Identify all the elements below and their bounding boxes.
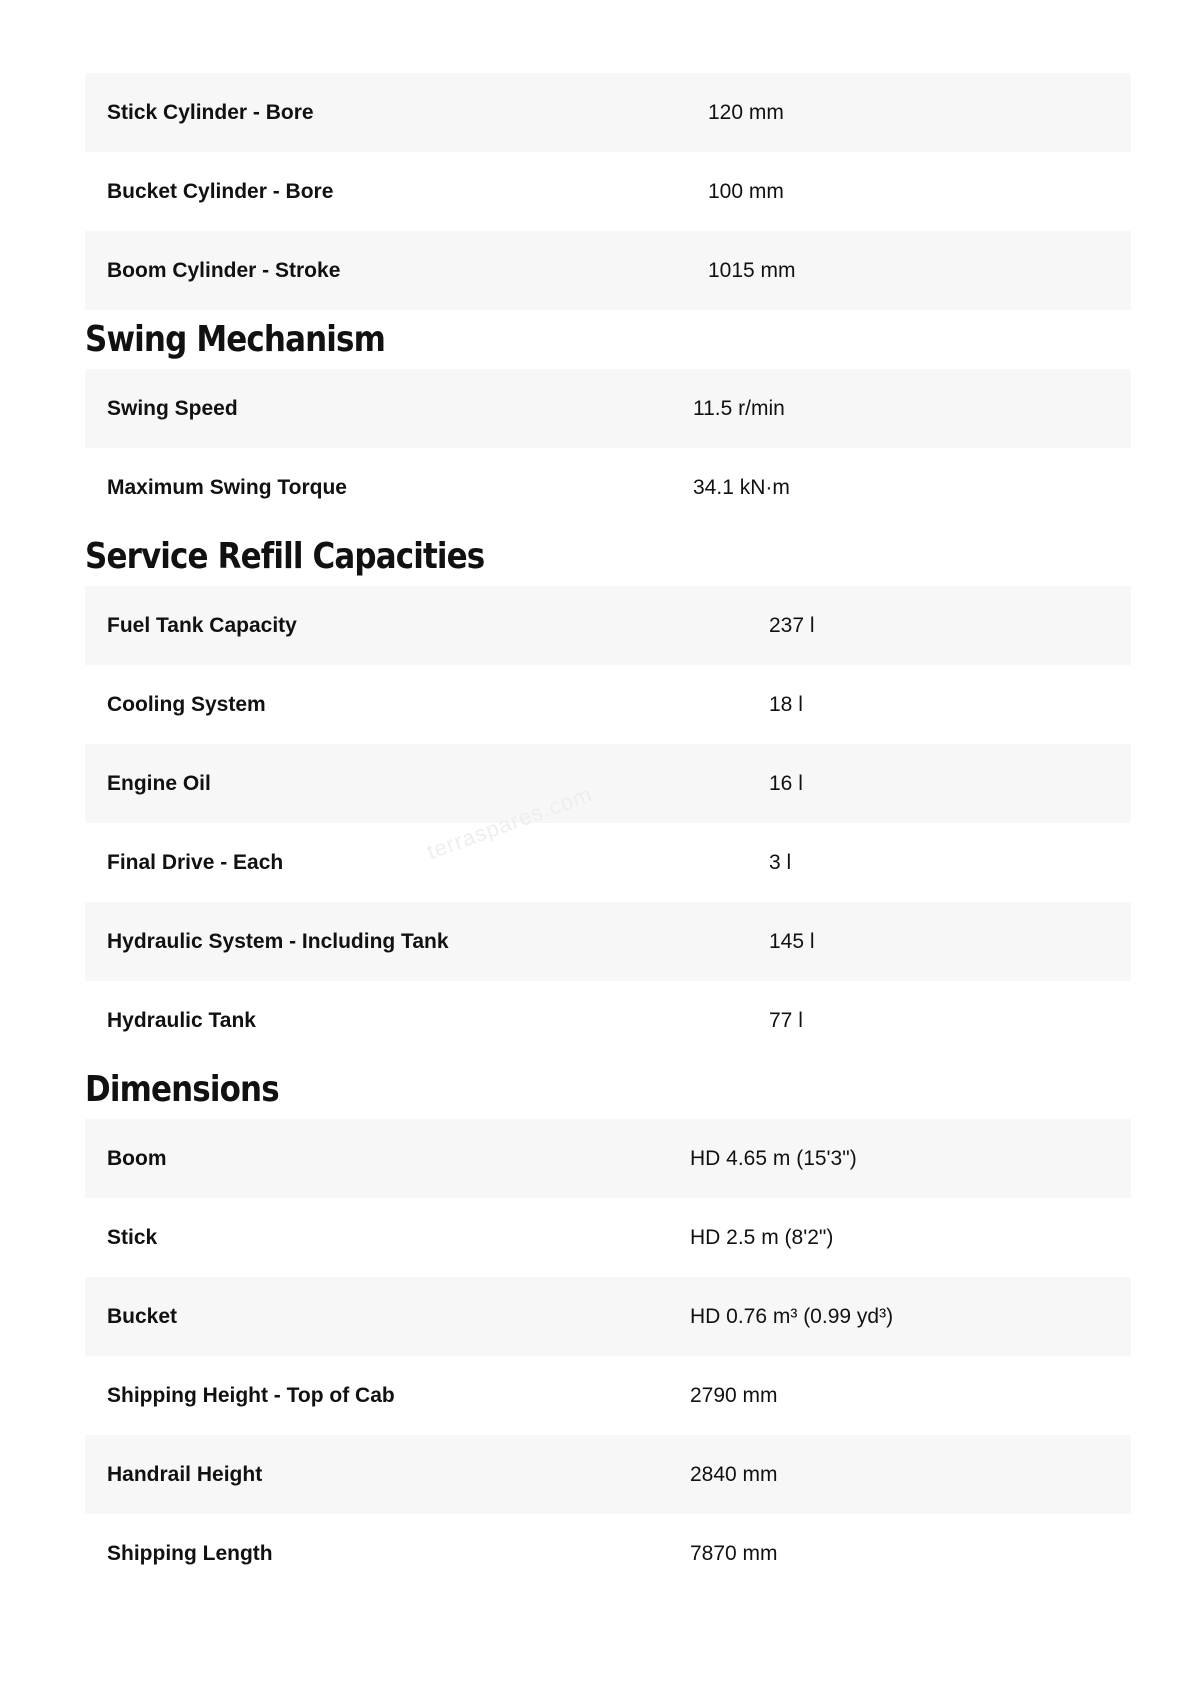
spec-value: 11.5 r/min <box>693 396 785 420</box>
section-title-service-refill-capacities: Service Refill Capacities <box>85 536 485 577</box>
table-row <box>85 586 1131 665</box>
spec-value: 145 l <box>769 929 815 953</box>
spec-value: 3 l <box>769 850 792 874</box>
table-row <box>85 665 1131 744</box>
spec-value: 237 l <box>769 613 815 637</box>
table-row <box>85 1119 1131 1198</box>
spec-label: Handrail Height <box>107 1462 263 1486</box>
spec-value: 16 l <box>769 771 803 795</box>
watermark: terraspares.com <box>423 781 596 865</box>
spec-document <box>85 73 1131 1593</box>
table-row <box>85 902 1131 981</box>
table-row <box>85 369 1131 448</box>
cylinder-spec-table <box>85 73 1131 310</box>
spec-label: Cooling System <box>107 692 266 716</box>
spec-label: Swing Speed <box>107 396 238 420</box>
spec-value: HD 0.76 m³ (0.99 yd³) <box>690 1304 894 1328</box>
table-row <box>85 1435 1131 1514</box>
spec-label: Bucket <box>107 1304 178 1328</box>
spec-value: 18 l <box>769 692 803 716</box>
spec-value: 100 mm <box>708 179 784 203</box>
spec-value: 2790 mm <box>690 1383 778 1407</box>
spec-label: Maximum Swing Torque <box>107 475 347 499</box>
table-row <box>85 744 1131 823</box>
spec-label: Final Drive - Each <box>107 850 284 874</box>
spec-label: Shipping Height - Top of Cab <box>107 1383 395 1407</box>
table-row <box>85 152 1131 231</box>
section-title-swing-mechanism: Swing Mechanism <box>85 319 386 360</box>
table-row <box>85 1198 1131 1277</box>
table-row <box>85 448 1131 527</box>
spec-value: 1015 mm <box>708 258 796 282</box>
spec-value: 7870 mm <box>690 1541 778 1565</box>
spec-label: Stick Cylinder - Bore <box>107 100 314 124</box>
spec-label: Stick <box>107 1225 158 1249</box>
table-row <box>85 823 1131 902</box>
spec-label: Boom <box>107 1146 167 1170</box>
spec-value: HD 4.65 m (15'3") <box>690 1146 857 1170</box>
spec-label: Hydraulic Tank <box>107 1008 256 1032</box>
section-title-dimensions: Dimensions <box>85 1069 279 1110</box>
spec-label: Fuel Tank Capacity <box>107 613 297 637</box>
dimensions-spec-table <box>85 1119 1131 1593</box>
table-row <box>85 1514 1131 1593</box>
spec-value: 2840 mm <box>690 1462 778 1486</box>
refill-spec-table <box>85 586 1131 1060</box>
spec-label: Engine Oil <box>107 771 211 795</box>
table-row <box>85 73 1131 152</box>
table-row <box>85 981 1131 1060</box>
spec-value: 34.1 kN·m <box>693 475 790 499</box>
spec-label: Bucket Cylinder - Bore <box>107 179 334 203</box>
swing-spec-table <box>85 369 1131 527</box>
table-row <box>85 231 1131 310</box>
table-row <box>85 1356 1131 1435</box>
spec-value: HD 2.5 m (8'2") <box>690 1225 834 1249</box>
spec-label: Shipping Length <box>107 1541 273 1565</box>
spec-value: 120 mm <box>708 100 784 124</box>
spec-value: 77 l <box>769 1008 803 1032</box>
spec-label: Hydraulic System - Including Tank <box>107 929 449 953</box>
spec-label: Boom Cylinder - Stroke <box>107 258 341 282</box>
table-row <box>85 1277 1131 1356</box>
